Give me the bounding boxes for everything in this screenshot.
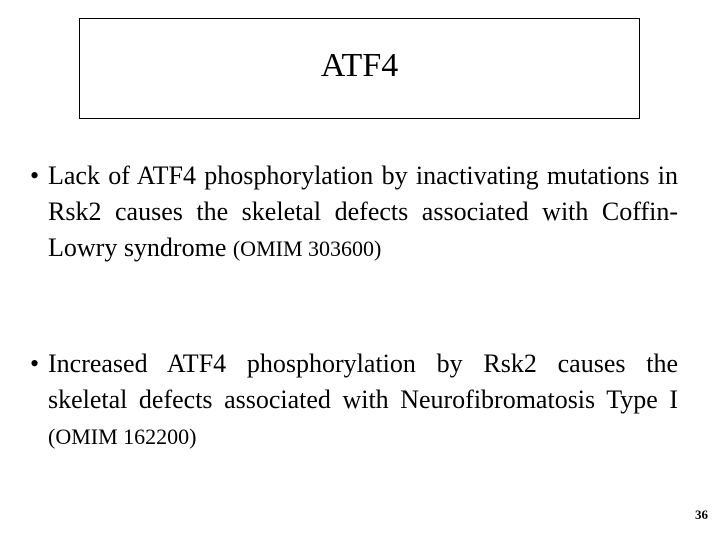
bullet-2-text: Increased ATF4 phosphorylation by Rsk2 causes the skeletal defects associated with Neurofibromatosis Type I <box>48 349 678 414</box>
bullet-2-reference: (OMIM 162200) <box>48 424 197 449</box>
bullet-marker-1: • <box>30 161 40 190</box>
bullet-text-2 <box>48 346 678 455</box>
bullet-1-text: Lack of ATF4 phosphorylation by inactivating mutations in Rsk2 causes the skeletal defects associated with Coffin-Lowry syndrome <box>48 161 678 262</box>
bullet-1-reference: (OMIM 303600) <box>232 236 382 261</box>
bullet-item-1 <box>30 158 678 267</box>
slide-title: ATF4 <box>320 46 399 84</box>
page-number: 36 <box>695 507 708 522</box>
slide-title-box <box>79 18 640 119</box>
bullet-item-2 <box>30 346 678 455</box>
bullet-marker-2: • <box>30 349 40 378</box>
bullet-text-1 <box>48 158 678 267</box>
